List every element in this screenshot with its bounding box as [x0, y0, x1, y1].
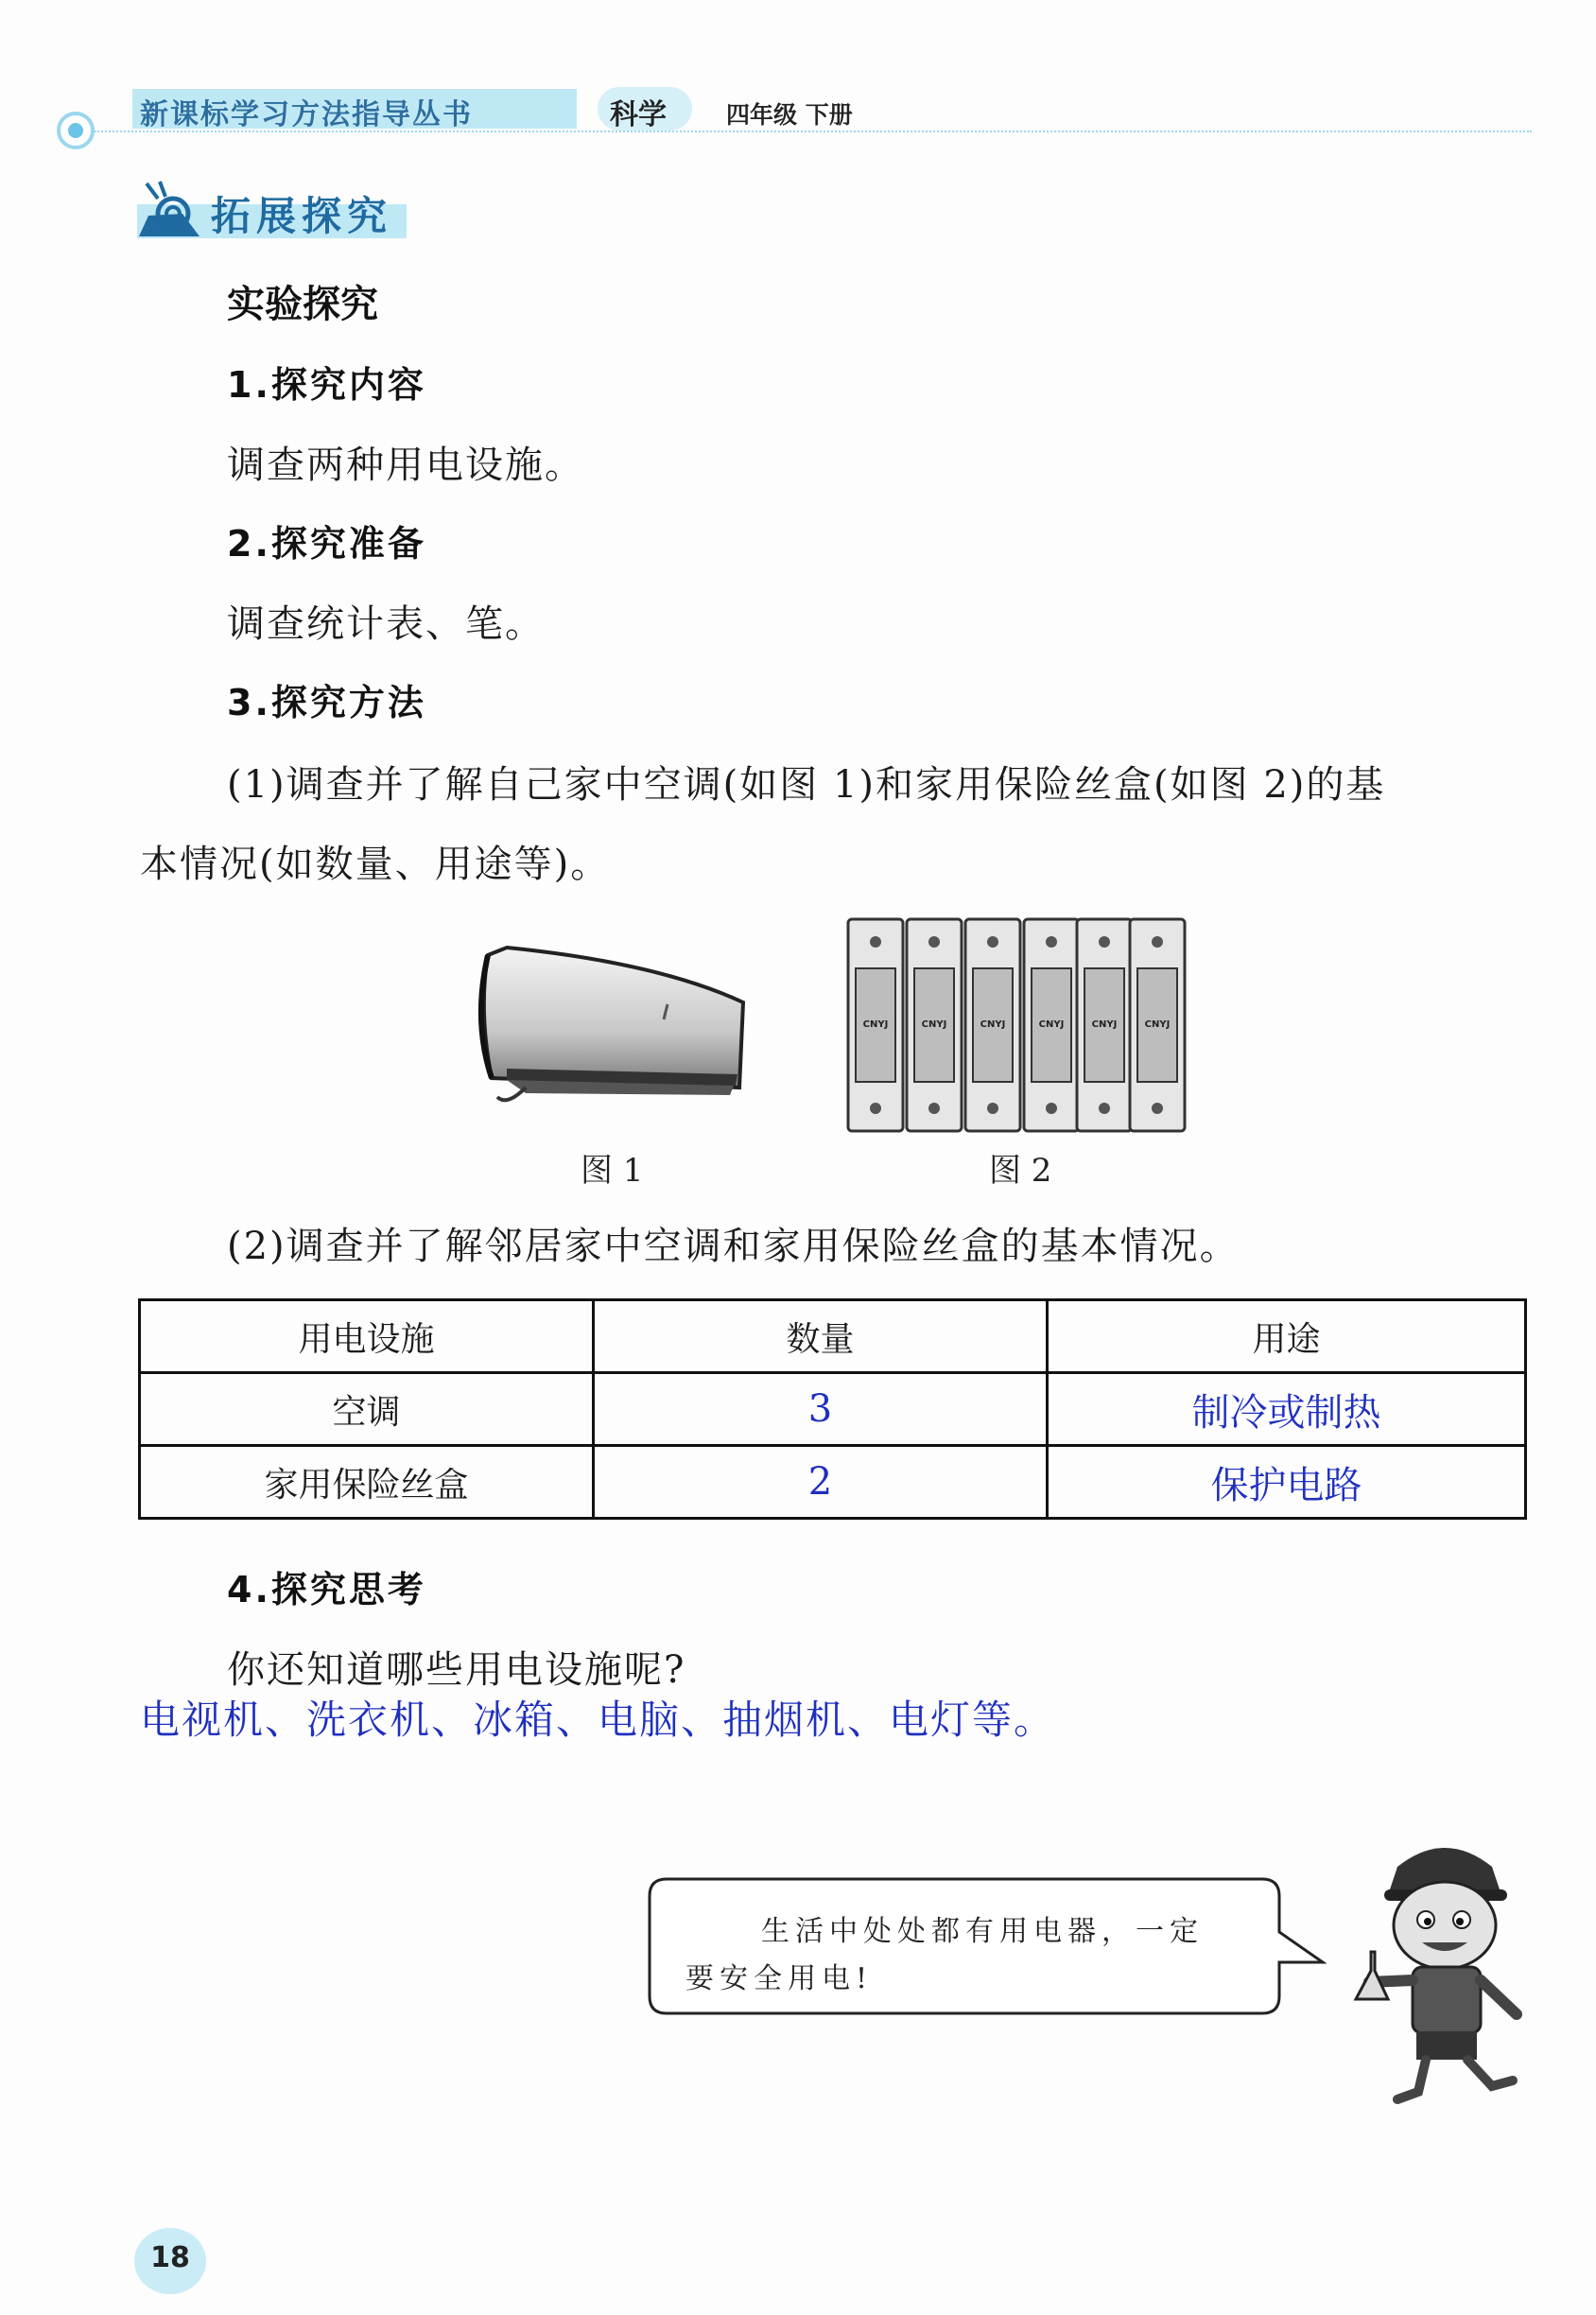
table-header-row — [140, 1300, 1526, 1373]
fuse-label-3: CNYJ — [980, 1019, 1006, 1030]
survey-table — [138, 1298, 1527, 1520]
header-count: 数量 — [594, 1300, 1048, 1373]
cartoon-boy-illustration — [1350, 1838, 1539, 2105]
subject-label: 科学 — [610, 98, 667, 131]
air-conditioner-image — [469, 936, 753, 1125]
content-text: 调查两种用电设施。 — [227, 444, 584, 487]
header-use: 用途 — [1048, 1300, 1526, 1373]
table-row — [140, 1446, 1526, 1519]
fuse-label-2: CNYJ — [921, 1019, 947, 1030]
method-step2: (2)调查并了解邻居家中空调和家用保险丝盒的基本情况。 — [227, 1225, 1240, 1268]
section-title: 拓展探究 — [211, 193, 393, 239]
preparation-heading: 2.探究准备 — [227, 523, 426, 565]
fuse-label-6: CNYJ — [1144, 1019, 1171, 1030]
fuse-box-image — [844, 915, 1190, 1135]
figure1-caption: 图 1 — [581, 1152, 644, 1190]
facility-name: 空调 — [140, 1373, 594, 1446]
method-step1-line2: 本情况(如数量、用途等)。 — [140, 843, 611, 886]
facility-count: 3 — [594, 1373, 1048, 1446]
page-header — [57, 83, 1532, 136]
facility-count: 2 — [594, 1446, 1048, 1519]
series-title: 新课标学习方法指导丛书 — [140, 98, 473, 131]
content-heading: 1.探究内容 — [227, 364, 426, 406]
thinking-answer: 电视机、洗衣机、冰箱、电脑、抽烟机、电灯等。 — [140, 1697, 1056, 1743]
header-facility: 用电设施 — [140, 1300, 594, 1373]
section-title-block — [137, 180, 411, 240]
bubble-line2: 要安全用电! — [685, 1962, 874, 1995]
thinking-question: 你还知道哪些用电设施呢? — [227, 1648, 686, 1692]
facility-name: 家用保险丝盒 — [140, 1446, 594, 1519]
header-circle-icon — [57, 112, 95, 149]
fuse-label-4: CNYJ — [1038, 1019, 1065, 1030]
explore-snail-icon — [137, 180, 203, 240]
facility-use: 制冷或制热 — [1048, 1373, 1526, 1446]
fuse-label-1: CNYJ — [862, 1019, 889, 1030]
facility-use: 保护电路 — [1048, 1446, 1526, 1519]
experiment-heading: 实验探究 — [227, 283, 378, 326]
page-number-badge — [134, 2228, 210, 2294]
fuse-label-5: CNYJ — [1091, 1019, 1118, 1030]
method-heading: 3.探究方法 — [227, 682, 426, 723]
table-row — [140, 1373, 1526, 1446]
speech-bubble — [646, 1875, 1281, 2017]
page-number: 18 — [150, 2241, 190, 2274]
figure2-caption: 图 2 — [989, 1152, 1052, 1190]
thinking-heading: 4.探究思考 — [227, 1569, 426, 1610]
method-step1-line1: (1)调查并了解自己家中空调(如图 1)和家用保险丝盒(如图 2)的基 — [227, 763, 1386, 807]
grade-label: 四年级 下册 — [726, 101, 853, 129]
preparation-text: 调查统计表、笔。 — [227, 602, 545, 646]
bubble-line1: 生活中处处都有用电器，一定 — [761, 1915, 1204, 1948]
